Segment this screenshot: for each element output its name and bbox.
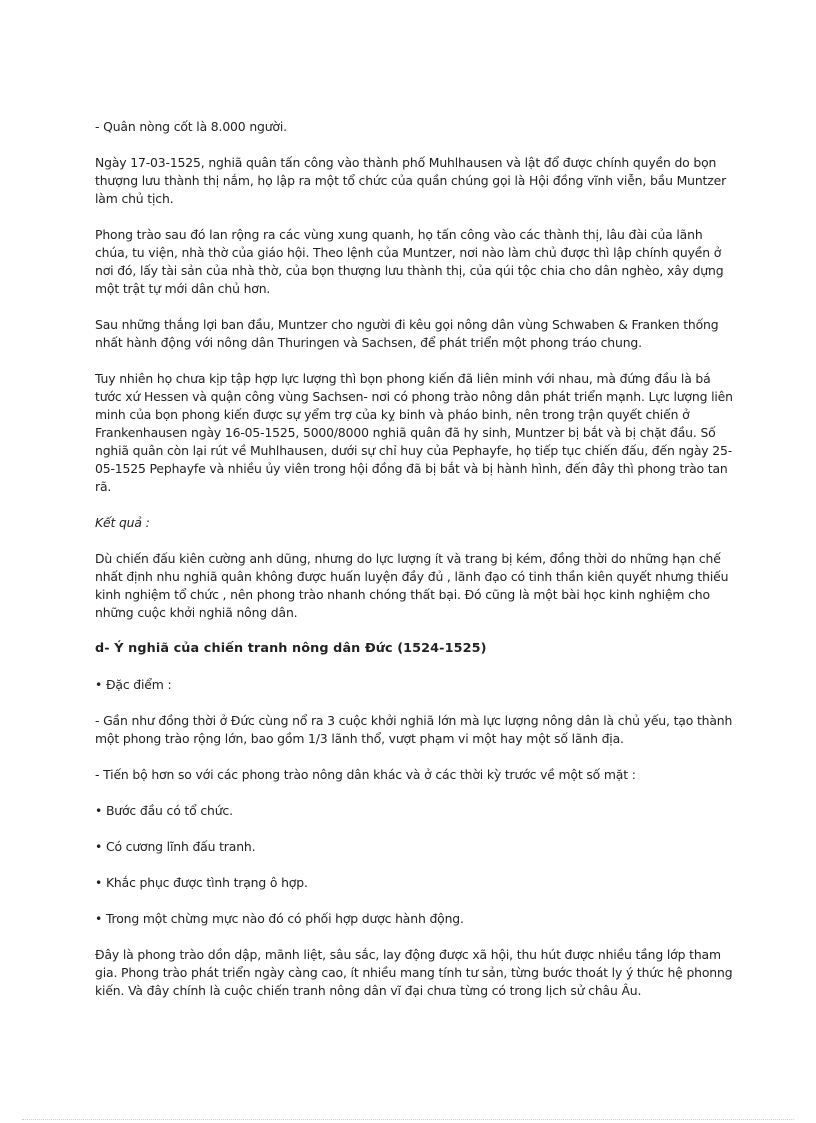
paragraph-result: Dù chiến đấu kiên cường anh dũng, nhưng do lực lượng ít và trang bị kém, đồng thời do những hạn chế nhất định nhu nghiã quân không được huấn luyện đầy đủ , lãnh đạo có tinh thần kiên quyết nhưng thiếu kinh nghiệm tổ chức , nên phong trào nhanh chóng thất bại. Đó cũng là một bài học kinh nghiệm cho những cuộc khởi nghiã nông dân. (95, 551, 729, 620)
result-label: Kết quả : (95, 515, 150, 530)
paragraph-movement-spread: Phong trào sau đó lan rộng ra các vùng xung quanh, họ tấn công vào các thành thị, lâu đài của lãnh chúa, tu viện, nhà thờ của giáo hội. Theo lệnh của Muntzer, nơi nào làm chủ được thì lập chính quyền ở nơi đó, lấy tài sản của nhà thờ, của bọn thượng lưu thành thị, của qúi tộc chia cho dân nghèo, xây dựng một trật tự mới dân chủ hơn. (95, 227, 724, 296)
feature-bullet: • Trong một chừng mực nào đó có phối hợp dược hành động. (95, 911, 464, 926)
paragraph-core-troops: - Quân nòng cốt là 8.000 người. (95, 119, 287, 134)
feature-bullet: • Có cương lĩnh đấu tranh. (95, 839, 256, 854)
section-heading: d- Ý nghiã của chiến tranh nông dân Đức (1524-1525) (95, 641, 487, 656)
page-bottom-divider (22, 1119, 794, 1120)
paragraph-muhlhausen-attack: Ngày 17-03-1525, nghiã quân tấn công vào thành phố Muhlhausen và lật đổ được chính quyền do bọn thượng lưu thành thị nắm, họ lập ra một tổ chức của quần chúng gọi là Hội đồng vĩnh viễn, bầu Muntzer làm chủ tịch. (95, 155, 727, 206)
paragraph-conclusion: Đây là phong trào dồn dập, mãnh liệt, sâu sắc, lay động được xã hội, thu hút được nhiều tầng lớp tham gia. Phong trào phát triển ngày càng cao, ít nhiều mang tính tư sản, từng bước thoát ly ý thức hệ phonng kiến. Và đây chính là cuộc chiến tranh nông dân vĩ đại chưa từng có trong lịch sử châu Âu. (95, 947, 733, 998)
feature-bullet: • Khắc phục được tình trạng ô hợp. (95, 875, 308, 890)
feature-item: - Tiến bộ hơn so với các phong trào nông dân khác và ở các thời kỳ trước về một số mặt : (95, 767, 636, 782)
paragraph-feudal-alliance: Tuy nhiên họ chưa kịp tập hợp lực lượng thì bọn phong kiến đã liên minh với nhau, mà đứng đầu là bá tước xứ Hessen và quận công vùng Sachsen- nơi có phong trào nông dân phát triển mạnh. Lực lượng liên minh của bọn phong kiến được sự yểm trợ của kỵ binh và pháo binh, nên trong trận quyết chiến ở Frankenhausen ngày 16-05-1525, 5000/8000 nghiã quân đã hy sinh, Muntzer bị bắt và bị chặt đầu. Số nghiã quân còn lại rút về Muhlhausen, dưới sự chỉ huy của Pephayfe, họ tiếp tục chiến đấu, đến ngày 25-05-1525 Pephayfe và nhiều ủy viên trong hội đồng đã bị bắt và bị hành hình, đến đây thì phong trào tan rã. (95, 371, 733, 494)
paragraph-initial-victories: Sau những thắng lợi ban đầu, Muntzer cho người đi kêu gọi nông dân vùng Schwaben & Franken thống nhất hành động với nông dân Thuringen và Sachsen, để phát triển một phong tráo chung. (95, 317, 719, 350)
document-body (95, 118, 735, 1018)
features-label: • Đặc điểm : (95, 677, 172, 692)
feature-item: - Gần như đồng thời ở Đức cùng nổ ra 3 cuộc khởi nghiã lớn mà lực lượng nông dân là chủ yếu, tạo thành một phong trào rộng lớn, bao gồm 1/3 lãnh thổ, vượt phạm vi một hay một số lãnh địa. (95, 713, 733, 746)
feature-bullet: • Bước đầu có tổ chức. (95, 803, 233, 818)
